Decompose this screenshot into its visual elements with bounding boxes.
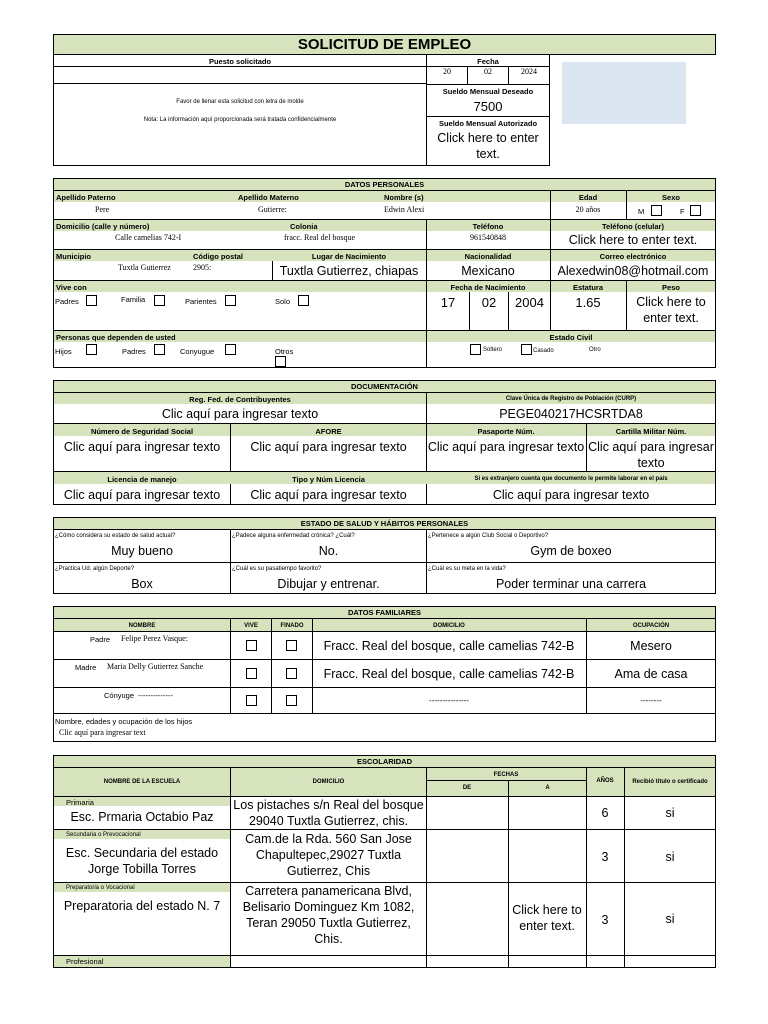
vive-parientes-label: Parientes <box>185 297 217 306</box>
fam-madre-ocupacion[interactable]: Ama de casa <box>614 667 688 681</box>
cartilla-label: Cartilla Militar Núm. <box>615 427 687 436</box>
edad-value[interactable]: 20 años <box>575 205 601 214</box>
esc-col-fechas: FECHAS <box>493 772 519 778</box>
dep-hijos-checkbox[interactable] <box>86 344 97 355</box>
peso-label: Peso <box>662 283 680 292</box>
dep-padres-label: Padres <box>122 347 146 356</box>
dep-conyugue-label: Conyugue <box>180 347 215 356</box>
esc-prepa-domicilio[interactable]: Carretera panamericana Blvd, Belisario Dominguez Km 1082, Teran 29050 Tuxtla Gutierrez, Chis. <box>242 884 415 946</box>
ap-paterno-label: Apellido Paterno <box>56 193 116 202</box>
esc-secundaria-escuela[interactable]: Esc. Secundaria del estado Jorge Tobilla Torres <box>65 846 219 876</box>
vive-padres-checkbox[interactable] <box>86 295 97 306</box>
esc-prepa-anios[interactable]: 3 <box>601 913 609 927</box>
fam-madre-rol: Madre <box>75 663 97 672</box>
salud-a5[interactable]: Dibujar y entrenar. <box>277 577 380 591</box>
pasaporte-value[interactable]: Clic aquí para ingresar texto <box>427 440 585 454</box>
vive-con-label: Vive con <box>56 283 87 292</box>
vive-parientes-checkbox[interactable] <box>225 295 236 306</box>
vive-padres-label: Padres <box>55 297 79 306</box>
salud-q6: ¿Cuál es su meta en la vida? <box>428 566 506 572</box>
nss-value[interactable]: Clic aquí para ingresar texto <box>63 440 221 454</box>
rfc-label: Reg. Fed. de Contribuyentes <box>189 395 291 404</box>
esc-col-anios: AÑOS <box>596 778 614 784</box>
estatura-label: Estatura <box>572 283 603 292</box>
hijos-label: Nombre, edades y ocupación de los hijos <box>55 717 193 726</box>
licencia-value[interactable]: Clic aquí para ingresar texto <box>63 488 221 502</box>
esc-col-escuela: NOMBRE DE LA ESCUELA <box>103 779 181 785</box>
sexo-m-checkbox[interactable] <box>651 205 662 216</box>
section-escolaridad: ESCOLARIDAD <box>53 755 716 768</box>
cp-label: Código postal <box>193 252 243 261</box>
salud-q5: ¿Cuál es su pasatiempo favorito? <box>232 566 322 572</box>
fam-col-finado: FINADO <box>280 623 304 629</box>
edad-label: Edad <box>578 193 598 202</box>
tipo-licencia-label: Tipo y Núm Licencia <box>292 475 365 484</box>
ap-materno-label: Apellido Materno <box>238 193 299 202</box>
esc-primaria-anios[interactable]: 6 <box>601 806 609 820</box>
correo-value[interactable]: Alexedwin08@hotmail.com <box>557 264 709 278</box>
fam-padre-ocupacion[interactable]: Mesero <box>630 639 672 653</box>
section-salud: ESTADO DE SALUD Y HÁBITOS PERSONALES <box>53 517 716 530</box>
esc-secundaria-domicilio[interactable]: Cam.de la Rda. 560 San Jose Chapultepec,29027 Tuxtla Gutierrez, Chis <box>245 832 412 878</box>
esc-col-domicilio: DOMICILIO <box>312 779 345 785</box>
fecha-mes[interactable]: 02 <box>484 67 492 76</box>
puesto-field[interactable] <box>54 67 426 83</box>
esc-secundaria-titulo[interactable]: si <box>665 850 675 864</box>
ap-materno-value[interactable]: Gutierre: <box>258 205 287 214</box>
dep-padres-checkbox[interactable] <box>154 344 165 355</box>
civil-casado-checkbox[interactable] <box>521 344 532 355</box>
hijos-value[interactable]: Clic aquí para ingresar text <box>59 728 146 737</box>
lugar-label: Lugar de Nacimiento <box>311 252 387 261</box>
civil-casado-label: Casado <box>533 348 554 354</box>
fnac-dia[interactable]: 17 <box>440 295 456 310</box>
sueldo-autorizado-label: Sueldo Mensual Autorizado <box>438 119 538 128</box>
fam-conyuge-domicilio[interactable]: --------------- <box>429 696 469 705</box>
salud-q2: ¿Padece alguna enfermedad crónica? ¿Cuál? <box>232 533 355 539</box>
fam-conyuge-finado-checkbox[interactable] <box>286 695 297 706</box>
esc-col-a: A <box>545 785 550 791</box>
note-letra-molde: Favor de llenar esta solicitud con letra de molde <box>176 99 304 105</box>
fam-conyuge-vive-checkbox[interactable] <box>246 695 257 706</box>
civil-otro-label: Otro <box>589 347 601 353</box>
estatura-value[interactable]: 1.65 <box>575 295 601 310</box>
fecha-label: Fecha <box>477 57 499 66</box>
esc-secundaria-anios[interactable]: 3 <box>601 850 609 864</box>
fam-padre-nombre[interactable]: Felipe Perez Vasque: <box>121 634 188 643</box>
fam-madre-finado-checkbox[interactable] <box>286 668 297 679</box>
municipio-value[interactable]: Tuxtla Gutierrez <box>118 263 171 272</box>
fam-conyuge-nombre[interactable]: -------------- <box>138 691 173 700</box>
salud-q3: ¿Pertenece a algún Club Social o Deportivo? <box>428 533 549 539</box>
salud-q4: ¿Practica Ud. algún Deporte? <box>55 566 135 572</box>
domicilio-value[interactable]: Calle camelias 742-I <box>115 233 182 242</box>
fam-col-ocupacion: OCUPACIÓN <box>632 623 670 629</box>
civil-soltero-label: Soltero <box>483 347 503 353</box>
salud-a6[interactable]: Poder terminar una carrera <box>495 577 647 591</box>
licencia-label: Licencia de manejo <box>107 475 177 484</box>
fam-padre-vive-checkbox[interactable] <box>246 640 257 651</box>
fnac-anio[interactable]: 2004 <box>515 295 544 310</box>
fam-col-vive: VIVE <box>244 623 258 629</box>
fam-madre-nombre[interactable]: Maria Delly Gutierrez Sanche <box>107 662 204 671</box>
fnac-label: Fecha de Nacimiento <box>450 283 526 292</box>
extranjero-label: Si es extranjero cuenta que documento le permite laborar en el país <box>474 476 668 482</box>
vive-solo-label: Solo <box>275 297 291 306</box>
esc-col-de: DE <box>462 785 472 791</box>
celular-label: Teléfono (celular) <box>602 222 664 231</box>
esc-prepa-titulo[interactable]: si <box>665 912 675 926</box>
cp-value[interactable]: 2905: <box>193 263 212 272</box>
fam-col-nombre: NOMBRE <box>128 623 156 629</box>
esc-prepa-a[interactable]: Click here to enter text. <box>512 903 582 933</box>
fecha-anio[interactable]: 2024 <box>521 67 537 76</box>
rfc-value[interactable]: Clic aquí para ingresar texto <box>161 407 319 421</box>
lugar-value[interactable]: Tuxtla Gutierrez, chiapas <box>279 264 419 278</box>
dep-otros-checkbox[interactable] <box>275 356 286 367</box>
estado-civil-label: Estado Civil <box>549 333 593 342</box>
esc-prepa-escuela[interactable]: Preparatoria del estado N. 7 <box>63 899 221 913</box>
pasaporte-label: Pasaporte Núm. <box>477 427 535 436</box>
esc-primaria-nivel: Primaria <box>66 798 94 807</box>
correo-label: Correo electrónico <box>599 252 667 261</box>
sueldo-autorizado-field[interactable]: Click here to enter text. <box>437 131 539 161</box>
vive-familia-checkbox[interactable] <box>154 295 165 306</box>
domicilio-label: Domicilio (calle y número) <box>56 222 150 231</box>
telefono-label: Teléfono <box>472 222 504 231</box>
nss-label: Número de Seguridad Social <box>90 427 194 436</box>
salud-a1[interactable]: Muy bueno <box>111 544 173 558</box>
celular-value[interactable]: Click here to enter text. <box>568 233 698 247</box>
dep-otros-label: Otros <box>275 347 294 356</box>
section-familiares: DATOS FAMILIARES <box>53 606 716 619</box>
sexo-f-label: F <box>680 207 685 216</box>
sexo-f-checkbox[interactable] <box>690 205 701 216</box>
fam-col-domicilio: DOMICILIO <box>433 623 465 629</box>
puesto-label: Puesto solicitado <box>208 57 272 66</box>
sueldo-deseado-label: Sueldo Mensual Deseado <box>442 87 534 96</box>
esc-primaria-domicilio[interactable]: Los pistaches s/n Real del bosque 29040 Tuxtla Gutierrez, chis. <box>233 798 424 828</box>
salud-a3[interactable]: Gym de boxeo <box>530 544 612 558</box>
sueldo-deseado-field[interactable]: 7500 <box>473 99 503 114</box>
dependen-label: Personas que dependen de usted <box>56 333 176 342</box>
esc-prepa-nivel: Preparatoria o Vocacional <box>66 885 135 891</box>
fam-madre-domicilio[interactable]: Fracc. Real del bosque, calle camelias 742-B <box>323 667 575 681</box>
nacionalidad-value[interactable]: Mexicano <box>461 264 515 278</box>
extranjero-value[interactable]: Clic aquí para ingresar texto <box>492 488 650 502</box>
telefono-value[interactable]: 961540848 <box>470 233 506 242</box>
fam-padre-domicilio[interactable]: Fracc. Real del bosque, calle camelias 742-B <box>323 639 575 653</box>
fam-padre-finado-checkbox[interactable] <box>286 640 297 651</box>
fam-padre-rol: Padre <box>90 635 111 644</box>
sexo-label: Sexo <box>662 193 680 202</box>
dep-conyugue-checkbox[interactable] <box>225 344 236 355</box>
fnac-mes[interactable]: 02 <box>481 295 497 310</box>
sexo-m-label: M <box>638 207 645 216</box>
dep-hijos-label: Hijos <box>55 347 72 356</box>
fam-madre-vive-checkbox[interactable] <box>246 668 257 679</box>
esc-col-titulo: Recibió título o certificado <box>632 779 708 785</box>
nombre-label: Nombre (s) <box>384 193 424 202</box>
colonia-label: Colonia <box>290 222 318 231</box>
photo-placeholder <box>562 62 686 124</box>
fam-conyuge-rol: Cónyuge <box>104 691 135 700</box>
nombre-value[interactable]: Edwin Alexi <box>384 205 425 214</box>
civil-soltero-checkbox[interactable] <box>470 344 481 355</box>
fecha-dia[interactable]: 20 <box>443 67 451 76</box>
cartilla-value[interactable]: Clic aquí para ingresar texto <box>588 440 714 470</box>
afore-label: AFORE <box>315 427 342 436</box>
ap-paterno-value[interactable]: Pere <box>95 205 110 214</box>
curp-label: Clave Única de Registro de Población (CURP) <box>505 396 637 402</box>
vive-solo-checkbox[interactable] <box>298 295 309 306</box>
nacionalidad-label: Nacionalidad <box>464 252 512 261</box>
section-datos-personales: DATOS PERSONALES <box>53 178 716 191</box>
esc-secundaria-nivel: Secundaria o Prevocacional <box>66 832 141 838</box>
esc-primaria-escuela[interactable]: Esc. Prmaria Octabio Paz <box>70 810 214 824</box>
municipio-label: Municipio <box>56 252 91 261</box>
esc-profesional-nivel: Profesional <box>66 957 104 966</box>
note-confidencial: Nota: La información aquí proporcionada será tratada confidencialmente <box>143 117 337 123</box>
salud-q1: ¿Cómo considera su estado de salud actual? <box>55 533 176 539</box>
salud-a2[interactable]: No. <box>318 544 339 558</box>
fam-conyuge-ocupacion[interactable]: -------- <box>640 696 662 705</box>
form-title: SOLICITUD DE EMPLEO <box>53 34 716 55</box>
afore-value[interactable]: Clic aquí para ingresar texto <box>250 440 407 454</box>
colonia-value[interactable]: fracc. Real del bosque <box>284 233 356 242</box>
tipo-licencia-value[interactable]: Clic aquí para ingresar texto <box>250 488 407 502</box>
peso-value[interactable]: Click here to enter text. <box>636 295 706 325</box>
esc-primaria-titulo[interactable]: si <box>665 806 675 820</box>
salud-a4[interactable]: Box <box>131 577 153 591</box>
curp-value[interactable]: PEGE040217HCSRTDA8 <box>499 407 643 421</box>
section-documentacion: DOCUMENTACIÓN <box>53 380 716 393</box>
vive-familia-label: Familia <box>121 295 146 304</box>
